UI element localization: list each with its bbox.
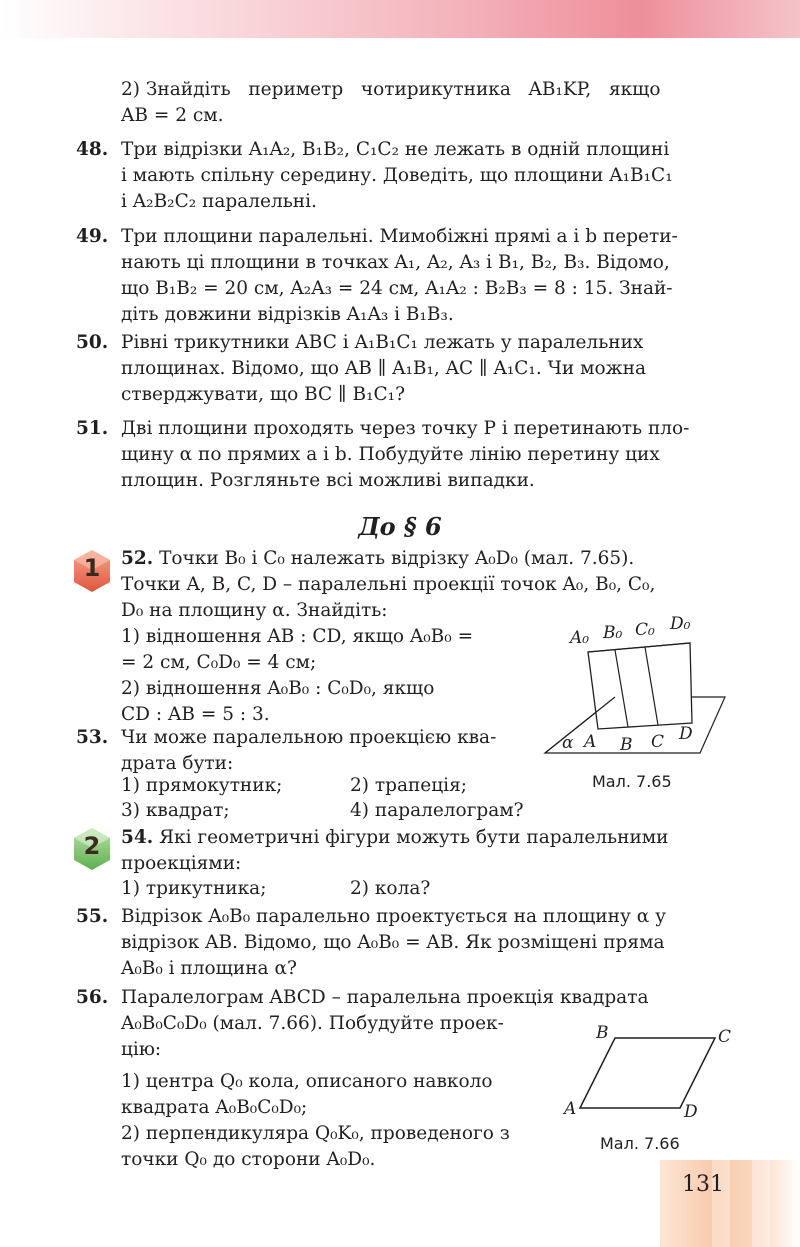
text-span: Які геометричні фігури можуть бути паралельними	[159, 827, 669, 848]
problem-56	[121, 1011, 541, 1173]
text-line: точки Q₀ до сторони A₀D₀.	[121, 1149, 376, 1170]
text-line: Відрізок A₀B₀ паралельно проектується на площину α у	[121, 906, 666, 927]
label-c: C	[651, 732, 665, 752]
projection-quadrilateral	[588, 643, 692, 729]
text-line: драта бути:	[121, 753, 234, 774]
text-line: D₀ на площину α. Знайдіть:	[121, 600, 388, 621]
label-d0: D₀	[670, 614, 691, 634]
header-decor-band	[0, 0, 800, 38]
figure-7-66	[560, 1020, 750, 1125]
label-c: C	[718, 1027, 732, 1047]
problem-49	[121, 224, 731, 328]
text-line: що B₁B₂ = 20 см, A₂A₃ = 24 см, A₁A₂ : B₂B₃ = 8 : 15. Знай-	[121, 278, 673, 299]
parallelogram-abcd	[580, 1038, 715, 1108]
option: 2) кола?	[350, 878, 431, 899]
text-line: 1) центра Q₀ кола, описаного навколо	[121, 1071, 493, 1092]
text-line: квадрата A₀B₀C₀D₀;	[121, 1097, 308, 1118]
text-line: проекціями:	[121, 853, 242, 874]
badge-label: 1	[83, 554, 101, 582]
text-line: 2) відношення A₀B₀ : C₀D₀, якщо	[121, 678, 435, 699]
problem-number: 55.	[76, 906, 109, 927]
problem-number: 48.	[76, 139, 109, 160]
text-span: Точки B₀ і C₀ належать відрізку A₀D₀ (мал. 7.65).	[159, 548, 635, 569]
option: 1) прямокутник;	[121, 775, 283, 796]
text-line: 2) Знайдіть периметр чотирикутника AB₁KP, якщо	[121, 79, 661, 100]
option: 4) паралелограм?	[350, 800, 524, 821]
problem-54	[121, 825, 731, 877]
text-line: AB = 2 см.	[121, 105, 224, 126]
text-line: Точки A, B, C, D – паралельні проекції точок A₀, B₀, C₀,	[121, 574, 656, 595]
option: 1) трикутника;	[121, 878, 267, 899]
text-line: щину α по прямих a і b. Побудуйте лінію перетину цих	[121, 444, 660, 465]
section-title: До § 6	[358, 512, 442, 541]
text-line: і A₂B₂C₂ паралельні.	[121, 191, 317, 212]
label-a: A	[564, 1099, 577, 1119]
text-line: CD : AB = 5 : 3.	[121, 704, 270, 725]
problem-53	[121, 725, 521, 777]
text-line	[121, 825, 731, 851]
text-line: Рівні трикутники ABC і A₁B₁C₁ лежать у паралельних	[121, 332, 644, 353]
page-number: 131	[682, 1172, 724, 1197]
label-b: B	[620, 735, 633, 755]
text-line: 2) перпендикуляра Q₀K₀, проведеного з	[121, 1123, 510, 1144]
text-line: Три площини паралельні. Мимобіжні прямі a і b перети-	[121, 226, 678, 247]
badge-label: 2	[83, 832, 101, 860]
problem-number: 56.	[76, 987, 109, 1008]
level-badge-1	[72, 548, 112, 592]
problem-number: 51.	[76, 418, 109, 439]
problem-55	[121, 904, 731, 982]
label-c0: C₀	[635, 620, 655, 640]
text-line	[121, 546, 731, 572]
label-a: A	[584, 732, 597, 752]
figure-caption: Мал. 7.66	[600, 1134, 680, 1153]
text-line: відрізок AB. Відомо, що A₀B₀ = AB. Як розміщені пряма	[121, 932, 665, 953]
footer-decor-band	[660, 1160, 800, 1247]
problem-number: 49.	[76, 226, 109, 247]
label-b0: B₀	[603, 623, 623, 643]
problem-52-items	[121, 624, 521, 728]
text-line: Паралелограм ABCD – паралельна проекція квадрата	[121, 987, 649, 1008]
text-line: Дві площини проходять через точку P і перетинають пло-	[121, 418, 690, 439]
text-line: A₀B₀C₀D₀ (мал. 7.66). Побудуйте проек-	[121, 1013, 504, 1034]
label-d: D	[684, 1102, 698, 1122]
text-line: 1) відношення AB : CD, якщо A₀B₀ =	[121, 626, 474, 647]
problem-48	[121, 137, 731, 215]
problem-51	[121, 416, 731, 494]
figure-caption: Мал. 7.65	[592, 772, 672, 791]
text-line: нають ці площини в точках A₁, A₂, A₃ і B₁, B₂, B₃. Відомо,	[121, 252, 670, 273]
problem-56-intro	[121, 985, 731, 1011]
option: 2) трапеція;	[350, 775, 467, 796]
label-alpha: α	[562, 733, 574, 753]
problem-50	[121, 330, 731, 408]
problem-number: 54.	[121, 827, 154, 848]
label-a0: A₀	[570, 628, 590, 648]
problem-number: 53.	[76, 727, 109, 748]
text-line: площин. Розгляньте всі можливі випадки.	[121, 470, 535, 491]
problem-number: 50.	[76, 332, 109, 353]
text-line: = 2 см, C₀D₀ = 4 см;	[121, 652, 317, 673]
text-line: Чи може паралельною проекцією ква-	[121, 727, 497, 748]
text-line: Три відрізки A₁A₂, B₁B₂, C₁C₂ не лежать в одній площині	[121, 139, 670, 160]
problem-47-continuation	[121, 77, 731, 129]
option: 3) квадрат;	[121, 800, 230, 821]
text-line: цію:	[121, 1039, 162, 1060]
text-line: A₀B₀ і площина α?	[121, 958, 297, 979]
problem-number: 52.	[121, 548, 154, 569]
label-d: D	[679, 724, 693, 744]
text-line: діть довжини відрізків A₁A₃ і B₁B₃.	[121, 304, 454, 325]
text-line: і мають спільну середину. Доведіть, що площини A₁B₁C₁	[121, 165, 673, 186]
text-line: стверджувати, що BC ∥ B₁C₁?	[121, 384, 405, 405]
level-badge-2	[72, 826, 112, 870]
text-line: площинах. Відомо, що AB ∥ A₁B₁, AC ∥ A₁C₁. Чи можна	[121, 358, 647, 379]
label-b: B	[596, 1023, 609, 1043]
figure-7-65	[540, 605, 740, 760]
